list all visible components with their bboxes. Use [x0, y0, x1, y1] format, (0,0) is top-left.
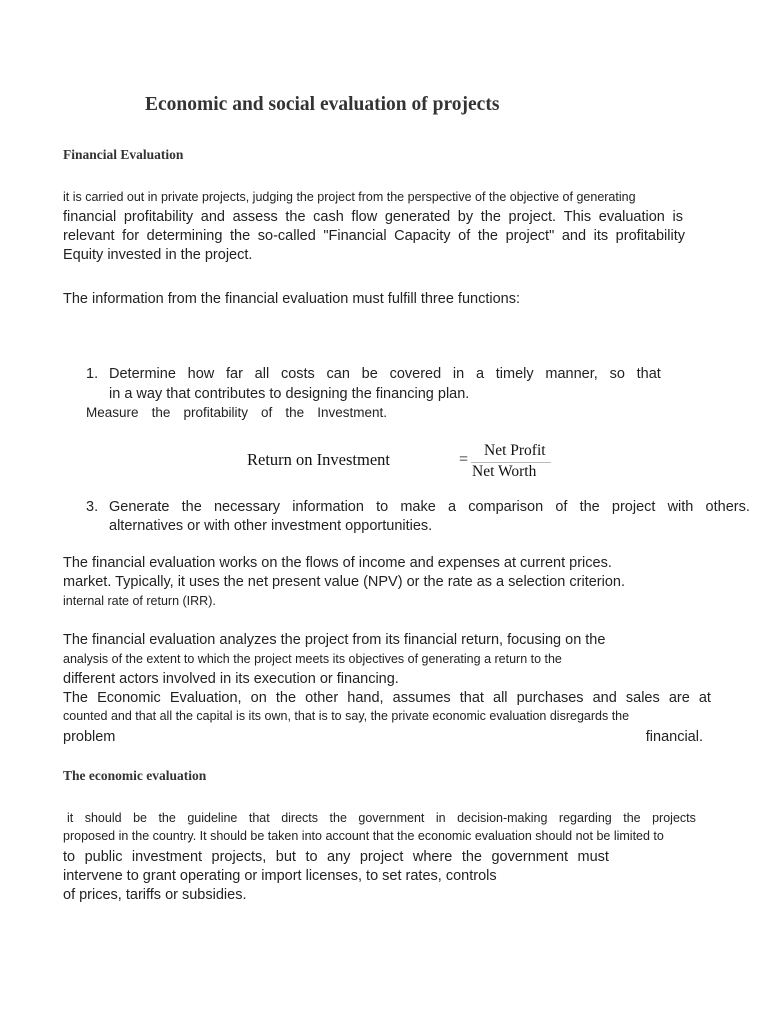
word: "Financial: [323, 228, 387, 244]
word: the: [151, 405, 171, 420]
word: Capacity: [394, 228, 451, 244]
word: the: [275, 690, 297, 706]
list-item-1-number: 1.: [86, 366, 99, 382]
word: make: [400, 499, 436, 515]
word: Generate: [109, 499, 170, 515]
p1-line3: [63, 228, 685, 244]
formula-equals: =: [459, 451, 469, 468]
word: all: [254, 366, 270, 382]
word: The: [63, 690, 88, 706]
p5-line3: [63, 849, 609, 865]
word: regarding: [558, 811, 612, 825]
word: financial: [63, 209, 117, 225]
word: timely: [495, 366, 534, 382]
word: the: [285, 405, 305, 420]
word: must: [577, 849, 609, 865]
word: covered: [389, 366, 442, 382]
word: project": [505, 228, 555, 244]
word: where: [412, 849, 453, 865]
word: how: [187, 366, 215, 382]
word: of: [458, 228, 471, 244]
list-item-1-line2: in a way that contributes to designing the financing plan.: [109, 386, 470, 402]
word: the: [579, 499, 600, 515]
word: the: [285, 209, 306, 225]
list-item-1-line1: [109, 366, 661, 382]
word: is: [672, 209, 683, 225]
word: so: [609, 366, 625, 382]
word: other: [305, 690, 339, 706]
word: that: [248, 811, 270, 825]
list-item-3-number: 3.: [86, 499, 99, 515]
word: costs: [280, 366, 315, 382]
word: at: [698, 690, 711, 706]
formula-numerator: Net Profit: [484, 442, 546, 459]
word: assess: [232, 209, 278, 225]
word: manner,: [545, 366, 598, 382]
p2-line: The information from the financial evaluation must fulfill three functions:: [63, 291, 520, 307]
word: decision-making: [457, 811, 548, 825]
p4-line1: The financial evaluation analyzes the project from its financial return, focusing on the: [63, 632, 606, 648]
word: others.: [705, 499, 750, 515]
word: the: [480, 209, 501, 225]
word: the: [623, 811, 641, 825]
word: determining: [146, 228, 223, 244]
word: far: [226, 366, 243, 382]
word: and: [592, 690, 617, 706]
word: project: [359, 849, 404, 865]
p5-line4: intervene to grant operating or import licenses, to set rates, controls: [63, 868, 497, 884]
word: and: [561, 228, 587, 244]
p5-line5: of prices, tariffs or subsidies.: [63, 887, 247, 903]
word: to: [63, 849, 76, 865]
economic-evaluation-heading: The economic evaluation: [63, 768, 207, 783]
word: are: [668, 690, 690, 706]
p3-line3: internal rate of return (IRR).: [63, 594, 216, 608]
word: profitability: [123, 209, 194, 225]
word: investment: [131, 849, 203, 865]
word: directs: [281, 811, 319, 825]
p4-line4: [63, 690, 711, 706]
word: be: [361, 366, 378, 382]
p4-line6: [63, 729, 703, 745]
p3-line1: The financial evaluation works on the flows of income and expenses at current prices.: [63, 555, 612, 571]
p1-line2: [63, 209, 683, 225]
word: of: [261, 405, 273, 420]
word: financial.: [645, 729, 703, 745]
word: the: [158, 811, 176, 825]
word: Determine: [109, 366, 176, 382]
list-item-3-line2: alternatives or with other investment opportunities.: [109, 518, 433, 534]
word: any: [327, 849, 351, 865]
formula-denominator: Net Worth: [472, 463, 537, 480]
word: government: [491, 849, 569, 865]
word: in: [435, 811, 446, 825]
word: project.: [508, 209, 557, 225]
p4-line2: analysis of the extent to which the project meets its objectives of generating a return to the: [63, 652, 562, 666]
word: its: [593, 228, 609, 244]
p1-line1: it is carried out in private projects, judging the project from the perspective of the objective of generating: [63, 190, 636, 204]
word: a: [447, 499, 457, 515]
financial-evaluation-heading: Financial Evaluation: [63, 147, 184, 162]
word: the: [230, 228, 251, 244]
word: a: [475, 366, 485, 382]
p1-line4: Equity invested in the project.: [63, 247, 253, 263]
word: comparison: [468, 499, 544, 515]
word: profitability: [615, 228, 685, 244]
word: all: [493, 690, 508, 706]
word: information: [292, 499, 364, 515]
word: hand,: [347, 690, 384, 706]
word: to: [376, 499, 389, 515]
word: the: [477, 228, 498, 244]
word: projects: [652, 811, 696, 825]
word: problem: [63, 729, 116, 745]
word: should: [84, 811, 122, 825]
word: evaluation: [598, 209, 665, 225]
word: and: [200, 209, 225, 225]
page-title: Economic and social evaluation of projects: [145, 94, 500, 115]
word: public: [84, 849, 123, 865]
word: Investment.: [317, 405, 387, 420]
list-item-3-line1: [109, 499, 750, 515]
p5-line2: proposed in the country. It should be taken into account that the economic evaluation should not be limited to: [63, 829, 664, 843]
word: assumes: [392, 690, 451, 706]
word: This: [563, 209, 592, 225]
word: it: [67, 811, 74, 825]
word: for: [122, 228, 140, 244]
word: of: [555, 499, 568, 515]
word: cash: [313, 209, 344, 225]
formula-left-side: Return on Investment: [247, 450, 390, 469]
word: necessary: [213, 499, 281, 515]
word: project: [611, 499, 656, 515]
word: to: [305, 849, 318, 865]
word: with: [667, 499, 694, 515]
word: sales: [625, 690, 660, 706]
p4-line3: different actors involved in its execution or financing.: [63, 671, 399, 687]
p5-line1: [67, 811, 696, 825]
word: projects,: [211, 849, 267, 865]
word: Evaluation,: [169, 690, 242, 706]
word: by: [457, 209, 474, 225]
word: in: [452, 366, 465, 382]
list-item-2-line: [86, 405, 387, 420]
p3-line2: market. Typically, it uses the net present value (NPV) or the rate as a selection criterion.: [63, 574, 625, 590]
word: be: [133, 811, 147, 825]
word: purchases: [516, 690, 584, 706]
p4-line5: counted and that all the capital is its own, that is to say, the private economic evaluation disregards the: [63, 709, 630, 723]
word: the: [329, 811, 347, 825]
word: that: [459, 690, 484, 706]
word: that: [636, 366, 661, 382]
word: the: [181, 499, 202, 515]
word: the: [461, 849, 482, 865]
word: on: [250, 690, 267, 706]
word: so-called: [257, 228, 316, 244]
word: flow: [351, 209, 378, 225]
word: government: [358, 811, 425, 825]
word: can: [326, 366, 350, 382]
word: Measure: [86, 405, 139, 420]
word: guideline: [187, 811, 238, 825]
word: but: [275, 849, 296, 865]
word: relevant: [63, 228, 115, 244]
word: profitability: [183, 405, 248, 420]
word: Economic: [97, 690, 161, 706]
word: generated: [384, 209, 451, 225]
